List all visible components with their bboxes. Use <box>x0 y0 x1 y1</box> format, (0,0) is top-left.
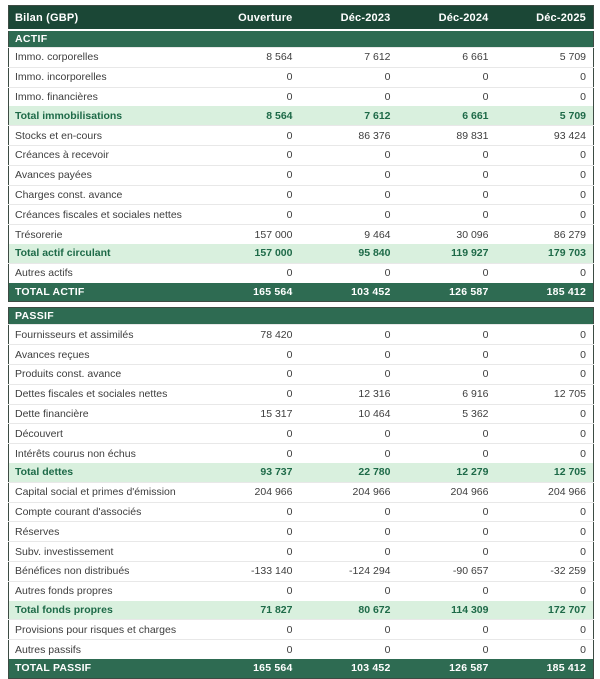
row-label: Bénéfices non distribués <box>9 561 202 581</box>
cell-value: 185 412 <box>496 659 594 678</box>
cell-value: 93 737 <box>202 463 300 482</box>
cell-value: 0 <box>398 67 496 87</box>
cell-value: 0 <box>496 185 594 205</box>
cell-value: 0 <box>496 542 594 562</box>
cell-value: 0 <box>300 205 398 225</box>
table-row <box>9 424 594 444</box>
cell-value: 0 <box>202 542 300 562</box>
cell-value: -133 140 <box>202 561 300 581</box>
table-row <box>9 165 594 185</box>
cell-value: 0 <box>398 424 496 444</box>
cell-value: 0 <box>300 581 398 600</box>
actif-section-body <box>9 30 594 302</box>
cell-value: -90 657 <box>398 561 496 581</box>
cell-value: 165 564 <box>202 659 300 678</box>
table-row <box>9 502 594 522</box>
cell-value: 9 464 <box>300 225 398 244</box>
table-row <box>9 263 594 282</box>
cell-value: 12 705 <box>496 384 594 404</box>
cell-value: 78 420 <box>202 325 300 345</box>
cell-value: 0 <box>300 424 398 444</box>
row-label: Dette financière <box>9 404 202 424</box>
cell-value: 0 <box>202 67 300 87</box>
cell-value: 0 <box>300 502 398 522</box>
cell-value: 204 966 <box>496 482 594 502</box>
cell-value: 93 424 <box>496 126 594 146</box>
column-header-dec-2023: Déc-2023 <box>300 6 398 31</box>
row-label: Total actif circulant <box>9 244 202 263</box>
cell-value: 114 309 <box>398 601 496 620</box>
cell-value: 0 <box>398 502 496 522</box>
row-label: Avances payées <box>9 165 202 185</box>
table-row <box>9 126 594 146</box>
cell-value: 0 <box>300 620 398 640</box>
actif-table <box>8 5 594 302</box>
cell-value: 0 <box>398 581 496 600</box>
cell-value: 0 <box>202 522 300 542</box>
cell-value: 0 <box>496 325 594 345</box>
row-label: Produits const. avance <box>9 364 202 384</box>
table-row <box>9 205 594 225</box>
row-label: Fournisseurs et assimilés <box>9 325 202 345</box>
cell-value: 86 279 <box>496 225 594 244</box>
cell-value: 0 <box>202 384 300 404</box>
cell-value: 0 <box>496 640 594 659</box>
section-header-row <box>9 308 594 325</box>
cell-value: 0 <box>202 165 300 185</box>
cell-value: 0 <box>398 87 496 106</box>
cell-value: 126 587 <box>398 659 496 678</box>
cell-value: 119 927 <box>398 244 496 263</box>
cell-value: 95 840 <box>300 244 398 263</box>
cell-value: 7 612 <box>300 106 398 125</box>
row-label: Immo. financières <box>9 87 202 106</box>
cell-value: 0 <box>202 263 300 282</box>
table-row <box>9 542 594 562</box>
row-label: TOTAL PASSIF <box>9 659 202 678</box>
cell-value: 0 <box>398 145 496 165</box>
cell-value: 0 <box>496 205 594 225</box>
cell-value: 0 <box>300 522 398 542</box>
page-title: Bilan (GBP) <box>9 6 202 31</box>
cell-value: 0 <box>202 145 300 165</box>
cell-value: 0 <box>202 581 300 600</box>
cell-value: 0 <box>398 205 496 225</box>
row-label: Trésorerie <box>9 225 202 244</box>
table-row <box>9 384 594 404</box>
cell-value: 0 <box>300 542 398 562</box>
row-label: Immo. corporelles <box>9 48 202 68</box>
cell-value: 0 <box>496 502 594 522</box>
subtotal-row <box>9 244 594 263</box>
cell-value: 0 <box>202 640 300 659</box>
cell-value: 12 705 <box>496 463 594 482</box>
row-label: Total dettes <box>9 463 202 482</box>
cell-value: 0 <box>300 345 398 365</box>
cell-value: 0 <box>496 581 594 600</box>
row-label: Immo. incorporelles <box>9 67 202 87</box>
table-row <box>9 444 594 463</box>
subtotal-row <box>9 601 594 620</box>
cell-value: 6 661 <box>398 106 496 125</box>
table-row <box>9 48 594 68</box>
cell-value: -124 294 <box>300 561 398 581</box>
cell-value: 0 <box>300 165 398 185</box>
row-label: Autres actifs <box>9 263 202 282</box>
cell-value: 179 703 <box>496 244 594 263</box>
column-header-ouverture: Ouverture <box>202 6 300 31</box>
passif-section-body <box>9 308 594 678</box>
row-label: Intérêts courus non échus <box>9 444 202 463</box>
cell-value: 0 <box>496 165 594 185</box>
row-label: Subv. investissement <box>9 542 202 562</box>
cell-value: 0 <box>300 364 398 384</box>
subtotal-row <box>9 463 594 482</box>
table-row <box>9 620 594 640</box>
table-row <box>9 522 594 542</box>
table-row <box>9 345 594 365</box>
cell-value: 0 <box>398 263 496 282</box>
section-header-label: PASSIF <box>9 308 594 325</box>
cell-value: 0 <box>496 444 594 463</box>
cell-value: 7 612 <box>300 48 398 68</box>
row-label: Dettes fiscales et sociales nettes <box>9 384 202 404</box>
cell-value: 0 <box>202 205 300 225</box>
row-label: Autres passifs <box>9 640 202 659</box>
cell-value: 0 <box>300 87 398 106</box>
cell-value: 0 <box>202 87 300 106</box>
cell-value: 0 <box>300 444 398 463</box>
row-label: Total fonds propres <box>9 601 202 620</box>
cell-value: 0 <box>496 522 594 542</box>
cell-value: 0 <box>398 620 496 640</box>
cell-value: 0 <box>300 263 398 282</box>
cell-value: 0 <box>496 67 594 87</box>
row-label: Stocks et en-cours <box>9 126 202 146</box>
cell-value: 157 000 <box>202 225 300 244</box>
cell-value: 15 317 <box>202 404 300 424</box>
row-label: Charges const. avance <box>9 185 202 205</box>
cell-value: 89 831 <box>398 126 496 146</box>
cell-value: 0 <box>398 522 496 542</box>
cell-value: 8 564 <box>202 48 300 68</box>
cell-value: 165 564 <box>202 283 300 302</box>
row-label: TOTAL ACTIF <box>9 283 202 302</box>
passif-table <box>8 307 594 678</box>
cell-value: 0 <box>398 640 496 659</box>
table-row <box>9 145 594 165</box>
row-label: Capital social et primes d'émission <box>9 482 202 502</box>
cell-value: 0 <box>496 404 594 424</box>
column-header-dec-2025: Déc-2025 <box>496 6 594 31</box>
section-header-label: ACTIF <box>9 30 594 48</box>
cell-value: 204 966 <box>398 482 496 502</box>
cell-value: 0 <box>202 620 300 640</box>
table-row <box>9 364 594 384</box>
cell-value: 0 <box>300 185 398 205</box>
cell-value: 8 564 <box>202 106 300 125</box>
subtotal-row <box>9 106 594 125</box>
cell-value: 12 316 <box>300 384 398 404</box>
table-row <box>9 561 594 581</box>
cell-value: 5 709 <box>496 106 594 125</box>
cell-value: 5 362 <box>398 404 496 424</box>
cell-value: 0 <box>300 640 398 659</box>
row-label: Créances fiscales et sociales nettes <box>9 205 202 225</box>
cell-value: 0 <box>496 87 594 106</box>
cell-value: -32 259 <box>496 561 594 581</box>
cell-value: 0 <box>398 325 496 345</box>
cell-value: 0 <box>300 67 398 87</box>
cell-value: 103 452 <box>300 283 398 302</box>
row-label: Total immobilisations <box>9 106 202 125</box>
table-row <box>9 225 594 244</box>
row-label: Réserves <box>9 522 202 542</box>
cell-value: 0 <box>398 364 496 384</box>
cell-value: 71 827 <box>202 601 300 620</box>
table-row <box>9 67 594 87</box>
cell-value: 126 587 <box>398 283 496 302</box>
cell-value: 0 <box>202 444 300 463</box>
table-row <box>9 185 594 205</box>
cell-value: 12 279 <box>398 463 496 482</box>
table-row <box>9 87 594 106</box>
cell-value: 0 <box>202 502 300 522</box>
row-label: Provisions pour risques et charges <box>9 620 202 640</box>
cell-value: 0 <box>398 165 496 185</box>
cell-value: 0 <box>398 185 496 205</box>
cell-value: 0 <box>202 364 300 384</box>
table-header-row <box>9 6 594 31</box>
row-label: Autres fonds propres <box>9 581 202 600</box>
cell-value: 6 661 <box>398 48 496 68</box>
cell-value: 0 <box>398 542 496 562</box>
cell-value: 0 <box>300 145 398 165</box>
cell-value: 204 966 <box>300 482 398 502</box>
cell-value: 0 <box>496 364 594 384</box>
cell-value: 0 <box>398 345 496 365</box>
cell-value: 80 672 <box>300 601 398 620</box>
cell-value: 185 412 <box>496 283 594 302</box>
table-row <box>9 325 594 345</box>
cell-value: 6 916 <box>398 384 496 404</box>
cell-value: 22 780 <box>300 463 398 482</box>
cell-value: 0 <box>202 345 300 365</box>
table-row <box>9 640 594 659</box>
cell-value: 103 452 <box>300 659 398 678</box>
grand-total-row <box>9 283 594 302</box>
row-label: Compte courant d'associés <box>9 502 202 522</box>
row-label: Découvert <box>9 424 202 444</box>
cell-value: 0 <box>202 126 300 146</box>
cell-value: 0 <box>202 185 300 205</box>
cell-value: 0 <box>300 325 398 345</box>
cell-value: 5 709 <box>496 48 594 68</box>
table-row <box>9 404 594 424</box>
table-row <box>9 581 594 600</box>
cell-value: 0 <box>202 424 300 444</box>
table-row <box>9 482 594 502</box>
row-label: Avances reçues <box>9 345 202 365</box>
cell-value: 0 <box>496 620 594 640</box>
column-header-dec-2024: Déc-2024 <box>398 6 496 31</box>
grand-total-row <box>9 659 594 678</box>
section-header-row <box>9 30 594 48</box>
cell-value: 204 966 <box>202 482 300 502</box>
cell-value: 0 <box>496 263 594 282</box>
cell-value: 0 <box>496 145 594 165</box>
cell-value: 157 000 <box>202 244 300 263</box>
cell-value: 0 <box>496 424 594 444</box>
cell-value: 172 707 <box>496 601 594 620</box>
cell-value: 0 <box>496 345 594 365</box>
row-label: Créances à recevoir <box>9 145 202 165</box>
cell-value: 10 464 <box>300 404 398 424</box>
cell-value: 0 <box>398 444 496 463</box>
cell-value: 30 096 <box>398 225 496 244</box>
cell-value: 86 376 <box>300 126 398 146</box>
